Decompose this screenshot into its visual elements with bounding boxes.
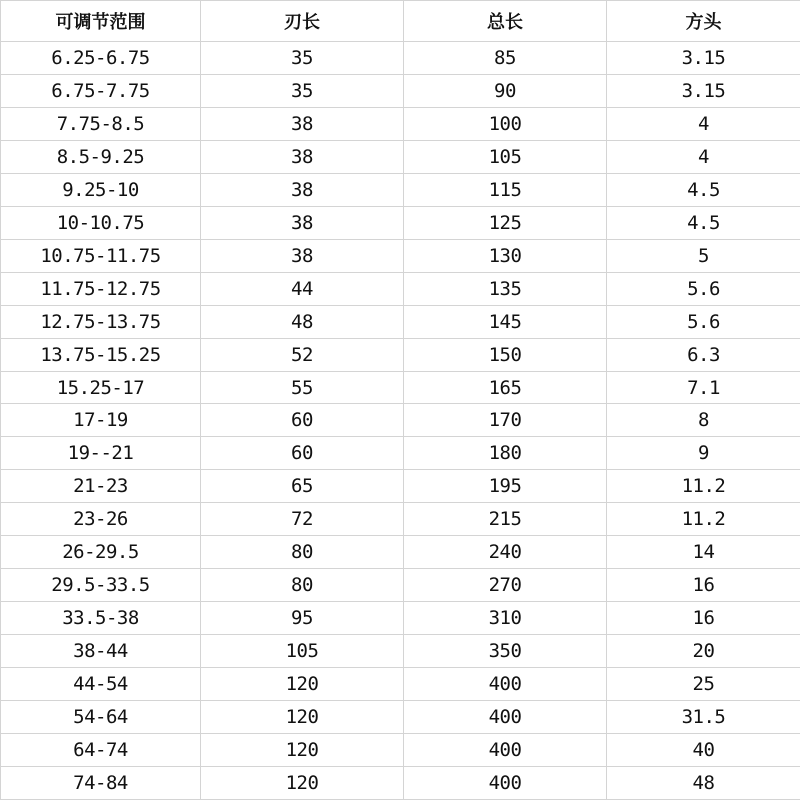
cell-adjustable-range: 26-29.5 (1, 536, 201, 569)
cell-adjustable-range: 38-44 (1, 635, 201, 668)
cell-total-length: 90 (404, 74, 607, 107)
cell-total-length: 240 (404, 536, 607, 569)
cell-total-length: 400 (404, 701, 607, 734)
cell-square-head: 48 (607, 766, 800, 799)
header-adjustable-range: 可调节范围 (1, 1, 201, 42)
cell-total-length: 135 (404, 272, 607, 305)
cell-blade-length: 38 (201, 206, 404, 239)
cell-blade-length: 95 (201, 602, 404, 635)
table-row (1, 371, 800, 404)
cell-adjustable-range: 54-64 (1, 701, 201, 734)
cell-square-head: 9 (607, 437, 800, 470)
table-row (1, 338, 800, 371)
cell-adjustable-range: 15.25-17 (1, 371, 201, 404)
cell-blade-length: 72 (201, 503, 404, 536)
cell-blade-length: 38 (201, 173, 404, 206)
cell-total-length: 270 (404, 569, 607, 602)
header-square-head: 方头 (607, 1, 800, 42)
table-row (1, 569, 800, 602)
cell-blade-length: 38 (201, 239, 404, 272)
cell-total-length: 115 (404, 173, 607, 206)
table-row (1, 404, 800, 437)
cell-adjustable-range: 33.5-38 (1, 602, 201, 635)
table-row (1, 766, 800, 799)
cell-blade-length: 38 (201, 107, 404, 140)
cell-total-length: 400 (404, 766, 607, 799)
cell-blade-length: 44 (201, 272, 404, 305)
cell-blade-length: 120 (201, 701, 404, 734)
cell-adjustable-range: 8.5-9.25 (1, 140, 201, 173)
cell-square-head: 11.2 (607, 470, 800, 503)
cell-blade-length: 35 (201, 74, 404, 107)
table-body (1, 42, 800, 800)
table-row (1, 668, 800, 701)
cell-total-length: 105 (404, 140, 607, 173)
cell-blade-length: 55 (201, 371, 404, 404)
cell-total-length: 170 (404, 404, 607, 437)
table-row (1, 107, 800, 140)
cell-adjustable-range: 7.75-8.5 (1, 107, 201, 140)
cell-square-head: 7.1 (607, 371, 800, 404)
cell-square-head: 25 (607, 668, 800, 701)
cell-square-head: 16 (607, 602, 800, 635)
cell-square-head: 40 (607, 734, 800, 767)
cell-total-length: 100 (404, 107, 607, 140)
cell-blade-length: 120 (201, 766, 404, 799)
table-row (1, 74, 800, 107)
cell-blade-length: 35 (201, 42, 404, 75)
cell-blade-length: 120 (201, 668, 404, 701)
header-row (1, 1, 800, 42)
cell-square-head: 5 (607, 239, 800, 272)
table-row (1, 635, 800, 668)
cell-square-head: 4 (607, 107, 800, 140)
cell-blade-length: 120 (201, 734, 404, 767)
cell-adjustable-range: 6.75-7.75 (1, 74, 201, 107)
cell-square-head: 3.15 (607, 74, 800, 107)
cell-square-head: 8 (607, 404, 800, 437)
table-row (1, 239, 800, 272)
table-row (1, 305, 800, 338)
cell-square-head: 3.15 (607, 42, 800, 75)
cell-adjustable-range: 13.75-15.25 (1, 338, 201, 371)
cell-total-length: 150 (404, 338, 607, 371)
header-blade-length: 刃长 (201, 1, 404, 42)
cell-blade-length: 60 (201, 404, 404, 437)
cell-blade-length: 60 (201, 437, 404, 470)
table-row (1, 734, 800, 767)
cell-total-length: 130 (404, 239, 607, 272)
cell-square-head: 5.6 (607, 272, 800, 305)
cell-adjustable-range: 10.75-11.75 (1, 239, 201, 272)
table-header (1, 1, 800, 42)
cell-blade-length: 65 (201, 470, 404, 503)
cell-total-length: 215 (404, 503, 607, 536)
cell-adjustable-range: 74-84 (1, 766, 201, 799)
cell-total-length: 310 (404, 602, 607, 635)
table-row (1, 206, 800, 239)
cell-square-head: 14 (607, 536, 800, 569)
table-row (1, 437, 800, 470)
header-total-length: 总长 (404, 1, 607, 42)
cell-square-head: 31.5 (607, 701, 800, 734)
cell-adjustable-range: 21-23 (1, 470, 201, 503)
cell-adjustable-range: 12.75-13.75 (1, 305, 201, 338)
cell-square-head: 6.3 (607, 338, 800, 371)
cell-total-length: 165 (404, 371, 607, 404)
cell-square-head: 4.5 (607, 206, 800, 239)
table-row (1, 503, 800, 536)
cell-square-head: 4 (607, 140, 800, 173)
cell-square-head: 5.6 (607, 305, 800, 338)
cell-total-length: 350 (404, 635, 607, 668)
cell-blade-length: 38 (201, 140, 404, 173)
table-row (1, 470, 800, 503)
cell-blade-length: 80 (201, 569, 404, 602)
table-row (1, 602, 800, 635)
cell-adjustable-range: 6.25-6.75 (1, 42, 201, 75)
cell-square-head: 11.2 (607, 503, 800, 536)
cell-adjustable-range: 64-74 (1, 734, 201, 767)
table-row (1, 42, 800, 75)
cell-square-head: 16 (607, 569, 800, 602)
cell-adjustable-range: 9.25-10 (1, 173, 201, 206)
cell-blade-length: 80 (201, 536, 404, 569)
cell-blade-length: 52 (201, 338, 404, 371)
cell-total-length: 400 (404, 734, 607, 767)
cell-adjustable-range: 23-26 (1, 503, 201, 536)
cell-total-length: 85 (404, 42, 607, 75)
table-row (1, 536, 800, 569)
cell-blade-length: 105 (201, 635, 404, 668)
cell-adjustable-range: 11.75-12.75 (1, 272, 201, 305)
table-row (1, 272, 800, 305)
cell-adjustable-range: 19--21 (1, 437, 201, 470)
table-row (1, 140, 800, 173)
cell-total-length: 400 (404, 668, 607, 701)
cell-adjustable-range: 17-19 (1, 404, 201, 437)
cell-total-length: 125 (404, 206, 607, 239)
cell-blade-length: 48 (201, 305, 404, 338)
cell-total-length: 195 (404, 470, 607, 503)
cell-total-length: 145 (404, 305, 607, 338)
cell-adjustable-range: 10-10.75 (1, 206, 201, 239)
table-row (1, 173, 800, 206)
cell-square-head: 4.5 (607, 173, 800, 206)
cell-adjustable-range: 44-54 (1, 668, 201, 701)
table-row (1, 701, 800, 734)
cell-square-head: 20 (607, 635, 800, 668)
cell-adjustable-range: 29.5-33.5 (1, 569, 201, 602)
cell-total-length: 180 (404, 437, 607, 470)
